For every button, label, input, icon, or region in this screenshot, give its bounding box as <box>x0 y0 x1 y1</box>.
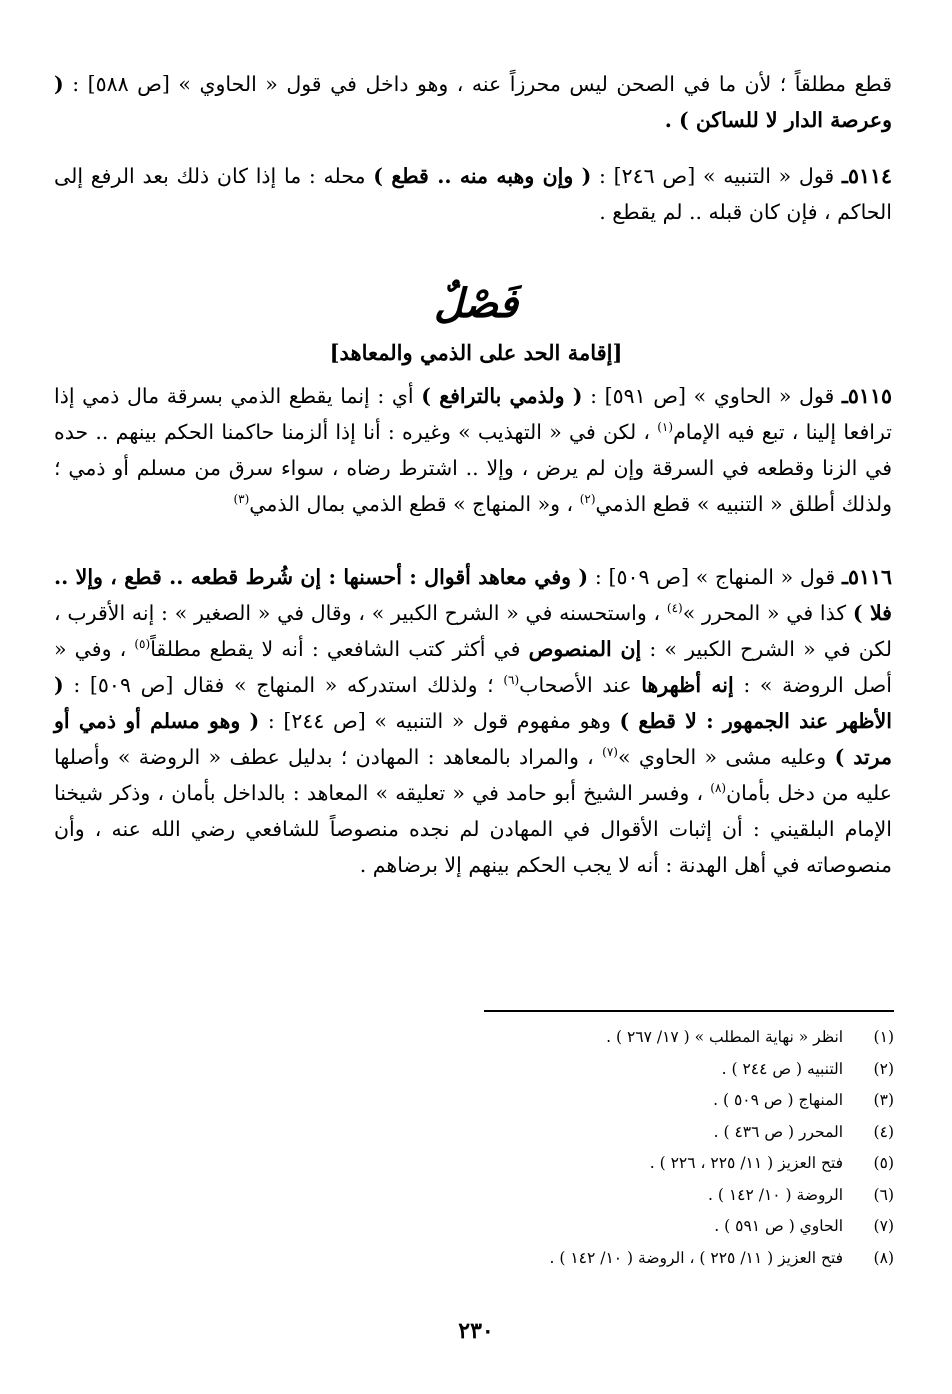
footnote-text: انظر « نهاية المطلب » ( ١٧/ ٢٦٧ ) . <box>606 1028 844 1046</box>
paragraph-5116 <box>54 559 892 883</box>
footnote-number: (٦) <box>873 1185 894 1204</box>
bold-text: إنه أظهرها <box>641 673 734 697</box>
footnote-item <box>56 1148 894 1180</box>
footnote-ref: (٧) <box>602 745 618 760</box>
footnote-item <box>56 1243 894 1275</box>
footnote-item <box>56 1054 894 1086</box>
footnote-ref: (١) <box>657 420 674 435</box>
footnote-ref: (٣) <box>233 492 250 507</box>
paragraph-text: وهو مفهوم قول « التنبيه » [ص ٢٤٤] : <box>267 709 611 733</box>
footnote-text: الروضة ( ١٠/ ١٤٢ ) . <box>707 1185 844 1204</box>
footnote-number: (٢) <box>873 1059 894 1078</box>
paragraph-text: ، والمراد بالمعاهد : المهادن ؛ بدليل عطف « الروضة » وأصلها عليه من دخل بأمان <box>54 745 892 805</box>
paragraph-text: عند الأصحاب <box>519 673 632 697</box>
footnotes-list <box>56 1022 894 1274</box>
quoted-text: ( وهو مسلم أو ذمي أو مرتد ) <box>54 709 892 769</box>
paragraph-number: ٥١١٤ـ <box>841 164 892 188</box>
paragraph-text: قول « الحاوي » [ص ٥٩١] : <box>590 384 835 408</box>
paragraph-text: ، واستحسنه في « الشرح الكبير » ، وقال في « الصغير » : إنه الأقرب ، لكن في « الشرح الكبير » : <box>54 601 892 661</box>
paragraph-text: وعليه مشى « الحاوي » <box>617 745 827 769</box>
continuation-text: قطع مطلقاً ؛ لأن ما في الصحن ليس محرزاً عنه ، وهو داخل في قول « الحاوي » [ص ٥٨٨] : <box>72 72 892 96</box>
paragraph-5115 <box>54 378 892 522</box>
footnote-ref: (٤) <box>666 601 683 616</box>
footnote-text: المحرر ( ص ٤٣٦ ) . <box>713 1122 844 1141</box>
footnote-item <box>56 1211 894 1243</box>
footnote-ref: (٥) <box>134 637 151 652</box>
footnote-item <box>56 1180 894 1212</box>
paragraph-5114 <box>54 158 892 230</box>
footnote-text: فتح العزيز ( ١١/ ٢٢٥ ، ٢٢٦ ) . <box>649 1154 844 1172</box>
footnote-number: (٥) <box>873 1154 894 1172</box>
footnote-item <box>56 1117 894 1149</box>
paragraph-text: ، وفسر الشيخ أبو حامد في « تعليقه » المعاهد : بالداخل بأمان ، وذكر شيخنا الإمام البلقيني : أن إثبات الأقوال في المهادن لم نجده منصوصاً للشافعي رضي الله عنه ، وأن منصوصاته في أهل الهدنة : أنه لا يجب الحكم بينهم إلا برضاهم . <box>54 781 892 877</box>
quoted-text: ( وفي معاهد أقوال : أحسنها : إن شُرط قطعه .. قطع ، وإلا .. فلا ) <box>54 565 892 625</box>
footnote-text: التنبيه ( ص ٢٤٤ ) . <box>721 1059 844 1078</box>
footnote-divider <box>484 1010 894 1012</box>
paragraph-text: كذا في « المحرر » <box>682 601 847 625</box>
paragraph-text: ، وفي « أصل الروضة » : <box>54 637 892 697</box>
paragraph-text: ، لكن في « التهذيب » وغيره : أنا إذا ألزمنا حاكمنا الحكم بينهم .. حده في الزنا وقطعه في السرقة وإن لم يرض ، وإلا .. اشترط رضاه ، سواء سرق من مسلم أو ذمي ؛ ولذلك أطلق « التنبيه » قطع الذمي <box>54 420 892 516</box>
paragraph-text: قول « التنبيه » [ص ٢٤٦] : <box>599 164 835 188</box>
footnote-ref: (٢) <box>579 492 596 507</box>
footnote-number: (٨) <box>873 1248 894 1267</box>
footnote-ref: (٦) <box>503 673 520 688</box>
paragraph-text: قول « المنهاج » [ص ٥٠٩] : <box>594 565 836 589</box>
footnote-number: (٤) <box>873 1122 894 1141</box>
footnote-text: الحاوي ( ص ٥٩١ ) . <box>714 1217 844 1235</box>
fasl-ornamental-heading: فَصْلٌ <box>433 280 519 327</box>
page-number: ٢٣٠ <box>458 1318 494 1344</box>
paragraph-text: في أكثر كتب الشافعي : أنه لا يقطع مطلقاً <box>150 637 521 661</box>
footnote-item <box>56 1022 894 1054</box>
quoted-text: ( الأظهر عند الجمهور : لا قطع ) <box>54 673 892 733</box>
footnote-text: المنهاج ( ص ٥٠٩ ) . <box>713 1091 844 1109</box>
paragraph-text: أي : إنما يقطع الذمي بسرقة مال ذمي إذا ترافعا إلينا ، تبع فيه الإمام <box>54 384 892 444</box>
paragraph-text: ، و« المنهاج » قطع الذمي بمال الذمي <box>249 492 574 516</box>
quoted-text: ( ولذمي بالترافع ) <box>421 384 583 408</box>
paragraph-text: ؛ ولذلك استدركه « المنهاج » فقال [ص ٥٠٩] : <box>73 673 494 697</box>
paragraph-number: ٥١١٦ـ <box>841 565 892 589</box>
footnote-number: (٧) <box>873 1217 894 1235</box>
bold-text: إن المنصوص <box>528 637 642 661</box>
paragraph-continuation <box>54 66 892 138</box>
section-title: [إقامة الحد على الذمي والمعاهد] <box>329 340 623 365</box>
footnote-text: فتح العزيز ( ١١/ ٢٢٥ ) ، الروضة ( ١٠/ ١٤٢ ) . <box>549 1248 844 1267</box>
footnote-item <box>56 1085 894 1117</box>
quoted-text: ( وعرصة الدار لا للساكن ) . <box>54 72 892 132</box>
paragraph-number: ٥١١٥ـ <box>841 384 892 408</box>
quoted-text: ( وإن وهبه منه .. قطع ) <box>373 164 592 188</box>
footnote-number: (١) <box>873 1028 894 1046</box>
footnote-ref: (٨) <box>710 781 727 796</box>
footnote-number: (٣) <box>873 1091 894 1109</box>
paragraph-text: محله : ما إذا كان ذلك بعد الرفع إلى الحاكم ، فإن كان قبله .. لم يقطع . <box>54 164 892 224</box>
